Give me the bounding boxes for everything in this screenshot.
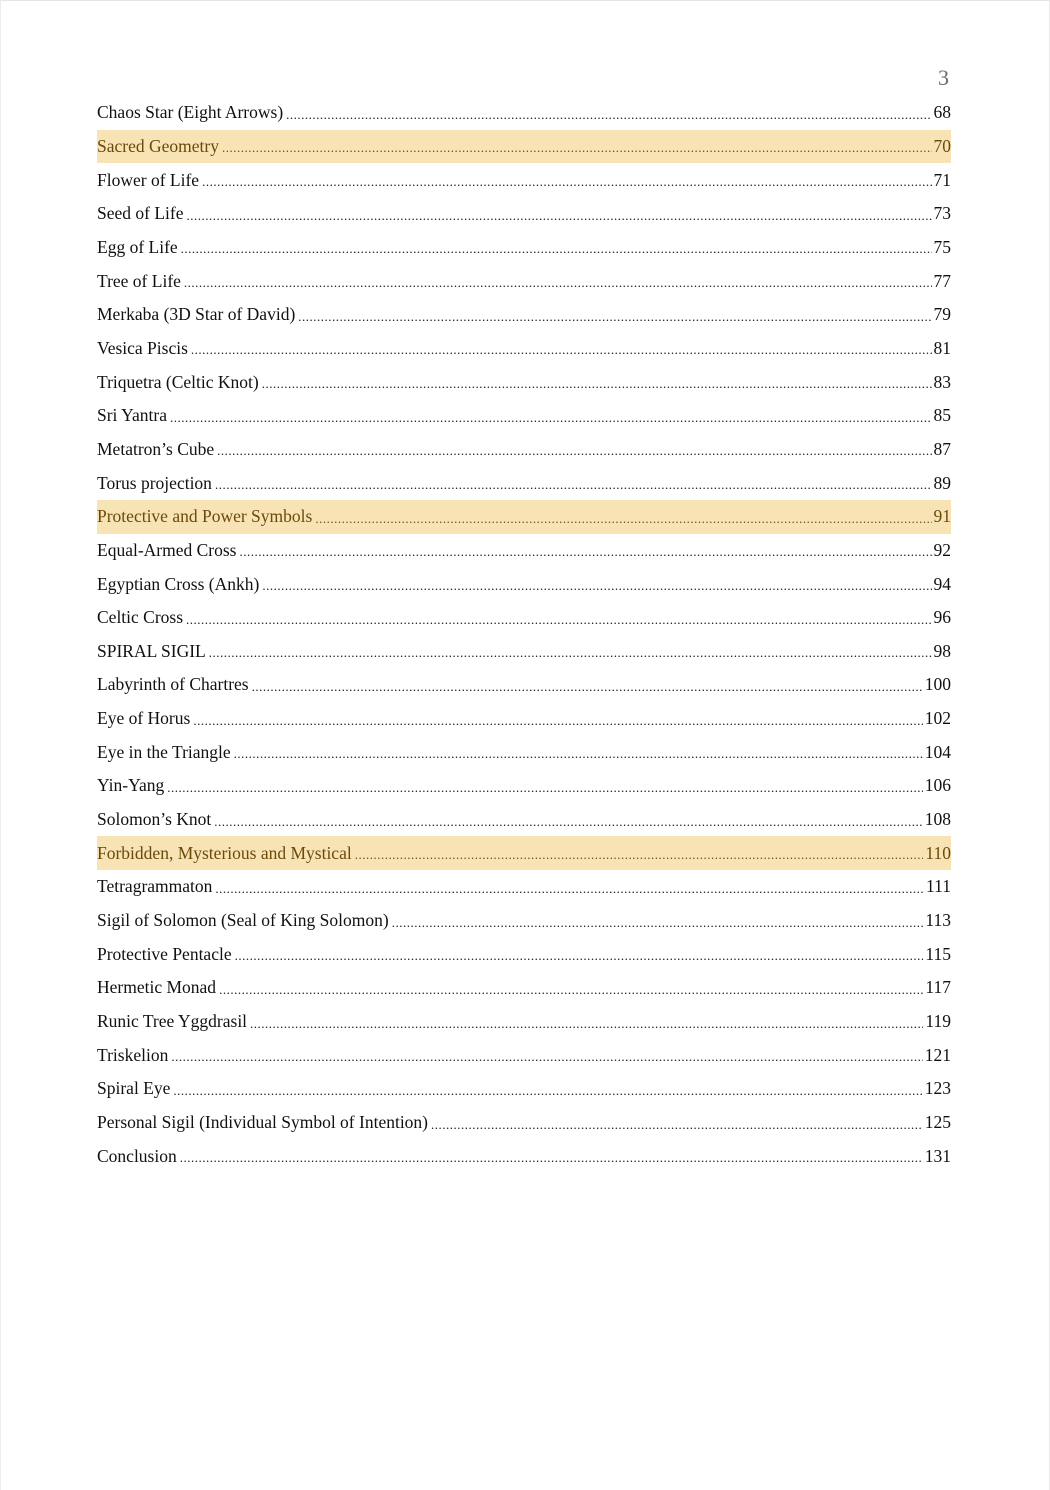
toc-entry[interactable] bbox=[97, 332, 951, 366]
toc-entry-page: 108 bbox=[924, 809, 951, 830]
toc-entry[interactable] bbox=[97, 231, 951, 265]
toc-entry-page: 110 bbox=[925, 842, 951, 863]
toc-entry-page: 123 bbox=[924, 1078, 951, 1099]
toc-entry[interactable] bbox=[97, 601, 951, 635]
toc-entry-title: Seed of Life bbox=[97, 203, 184, 224]
toc-entry-page: 117 bbox=[925, 977, 951, 998]
toc-entry[interactable] bbox=[97, 1139, 951, 1173]
dot-leader bbox=[167, 776, 922, 796]
dot-leader bbox=[180, 1146, 923, 1166]
toc-entry-page: 121 bbox=[924, 1044, 951, 1065]
toc-entry-title: Tree of Life bbox=[97, 270, 181, 291]
toc-entry-page: 94 bbox=[933, 573, 951, 594]
dot-leader bbox=[286, 103, 931, 123]
toc-entry[interactable] bbox=[97, 1038, 951, 1072]
toc-entry-title: Labyrinth of Chartres bbox=[97, 674, 249, 695]
toc-entry-title: Personal Sigil (Individual Symbol of Intention) bbox=[97, 1112, 429, 1133]
dot-leader bbox=[191, 338, 932, 358]
toc-entry-page: 98 bbox=[933, 640, 951, 661]
dot-leader bbox=[262, 574, 931, 594]
dot-leader bbox=[193, 709, 922, 729]
dot-leader bbox=[214, 810, 922, 830]
toc-entry-page: 85 bbox=[933, 405, 951, 426]
toc-entry-title: Tetragrammaton bbox=[97, 876, 213, 897]
dot-leader bbox=[240, 540, 932, 560]
toc-entry-title: Eye of Horus bbox=[97, 708, 191, 729]
toc-entry-page: 77 bbox=[933, 270, 951, 291]
dot-leader bbox=[215, 473, 932, 493]
toc-entry-page: 91 bbox=[933, 506, 951, 527]
toc-entry-page: 89 bbox=[933, 472, 951, 493]
toc-entry-page: 115 bbox=[925, 943, 951, 964]
dot-leader bbox=[222, 136, 932, 156]
toc-entry-title: Triquetra (Celtic Knot) bbox=[97, 371, 259, 392]
toc-entry-title: Conclusion bbox=[97, 1145, 177, 1166]
toc-entry[interactable] bbox=[97, 1005, 951, 1039]
toc-entry-page: 92 bbox=[933, 539, 951, 560]
toc-entry-title: Solomon’s Knot bbox=[97, 809, 212, 830]
toc-entry-page: 104 bbox=[924, 741, 951, 762]
toc-entry-title: Protective Pentacle bbox=[97, 943, 232, 964]
toc-entry-page: 111 bbox=[926, 876, 951, 897]
dot-leader bbox=[431, 1113, 923, 1133]
dot-leader bbox=[187, 204, 932, 224]
toc-entry-title: Merkaba (3D Star of David) bbox=[97, 304, 296, 325]
toc-entry-title: Sri Yantra bbox=[97, 405, 168, 426]
toc-entry-title: Runic Tree Yggdrasil bbox=[97, 1011, 248, 1032]
toc-section-heading[interactable] bbox=[97, 500, 951, 534]
toc-entry[interactable] bbox=[97, 735, 951, 769]
toc-entry-page: 106 bbox=[924, 775, 951, 796]
toc-section-heading[interactable] bbox=[97, 836, 951, 870]
toc-entry-page: 100 bbox=[924, 674, 951, 695]
toc-entry-page: 73 bbox=[933, 203, 951, 224]
toc-entry[interactable] bbox=[97, 534, 951, 568]
dot-leader bbox=[209, 641, 932, 661]
dot-leader bbox=[219, 978, 923, 998]
toc-entry[interactable] bbox=[97, 668, 951, 702]
toc-entry-page: 125 bbox=[924, 1112, 951, 1133]
toc-entry[interactable] bbox=[97, 769, 951, 803]
toc-entry[interactable] bbox=[97, 971, 951, 1005]
toc-entry-title: Metatron’s Cube bbox=[97, 438, 215, 459]
toc-entry-title: Vesica Piscis bbox=[97, 337, 188, 358]
dot-leader bbox=[217, 439, 931, 459]
dot-leader bbox=[235, 944, 924, 964]
dot-leader bbox=[298, 305, 931, 325]
dot-leader bbox=[262, 372, 932, 392]
table-of-contents bbox=[97, 96, 951, 1173]
toc-entry-title: Sigil of Solomon (Seal of King Solomon) bbox=[97, 910, 389, 931]
toc-entry-page: 83 bbox=[933, 371, 951, 392]
dot-leader bbox=[184, 271, 932, 291]
toc-entry-page: 81 bbox=[933, 337, 951, 358]
dot-leader bbox=[173, 1079, 922, 1099]
dot-leader bbox=[181, 237, 932, 257]
toc-entry[interactable] bbox=[97, 365, 951, 399]
dot-leader bbox=[186, 608, 931, 628]
toc-entry-page: 71 bbox=[933, 169, 951, 190]
toc-entry-page: 131 bbox=[924, 1145, 951, 1166]
toc-entry[interactable] bbox=[97, 298, 951, 332]
toc-entry[interactable] bbox=[97, 433, 951, 467]
toc-entry-page: 96 bbox=[933, 607, 951, 628]
toc-entry-title: Flower of Life bbox=[97, 169, 200, 190]
toc-entry[interactable] bbox=[97, 96, 951, 130]
toc-entry[interactable] bbox=[97, 567, 951, 601]
toc-entry[interactable] bbox=[97, 904, 951, 938]
toc-entry-title: Celtic Cross bbox=[97, 607, 184, 628]
toc-entry-page: 102 bbox=[924, 708, 951, 729]
toc-entry[interactable] bbox=[97, 399, 951, 433]
toc-entry-page: 87 bbox=[933, 438, 951, 459]
toc-entry-title: Hermetic Monad bbox=[97, 977, 217, 998]
toc-entry-title: Triskelion bbox=[97, 1044, 169, 1065]
toc-entry[interactable] bbox=[97, 466, 951, 500]
toc-entry-title: Chaos Star (Eight Arrows) bbox=[97, 102, 284, 123]
toc-entry-title: Eye in the Triangle bbox=[97, 741, 231, 762]
toc-entry-page: 79 bbox=[933, 304, 951, 325]
toc-entry-page: 70 bbox=[933, 135, 951, 156]
toc-entry[interactable] bbox=[97, 1106, 951, 1140]
toc-entry-title: Spiral Eye bbox=[97, 1078, 171, 1099]
toc-entry-title: SPIRAL SIGIL bbox=[97, 640, 206, 661]
toc-entry[interactable] bbox=[97, 197, 951, 231]
toc-entry[interactable] bbox=[97, 264, 951, 298]
dot-leader bbox=[250, 1012, 923, 1032]
dot-leader bbox=[234, 742, 923, 762]
toc-entry-page: 113 bbox=[925, 910, 951, 931]
toc-entry-page: 119 bbox=[925, 1011, 951, 1032]
dot-leader bbox=[202, 170, 931, 190]
toc-entry-title: Yin-Yang bbox=[97, 775, 165, 796]
toc-entry-title: Protective and Power Symbols bbox=[97, 506, 313, 527]
dot-leader bbox=[392, 911, 924, 931]
toc-entry-title: Torus projection bbox=[97, 472, 212, 493]
toc-entry[interactable] bbox=[97, 635, 951, 669]
toc-entry-title: Sacred Geometry bbox=[97, 135, 219, 156]
page-number: 3 bbox=[938, 65, 949, 90]
toc-entry-title: Egg of Life bbox=[97, 236, 178, 257]
toc-entry[interactable] bbox=[97, 163, 951, 197]
dot-leader bbox=[215, 877, 924, 897]
toc-entry[interactable] bbox=[97, 1072, 951, 1106]
dot-leader bbox=[315, 507, 931, 527]
toc-entry-title: Forbidden, Mysterious and Mystical bbox=[97, 842, 352, 863]
toc-entry[interactable] bbox=[97, 937, 951, 971]
toc-entry[interactable] bbox=[97, 870, 951, 904]
toc-entry[interactable] bbox=[97, 803, 951, 837]
toc-entry-title: Egyptian Cross (Ankh) bbox=[97, 573, 260, 594]
dot-leader bbox=[252, 675, 923, 695]
toc-entry-page: 75 bbox=[933, 236, 951, 257]
toc-entry[interactable] bbox=[97, 702, 951, 736]
dot-leader bbox=[170, 406, 931, 426]
dot-leader bbox=[171, 1045, 922, 1065]
dot-leader bbox=[355, 843, 924, 863]
toc-section-heading[interactable] bbox=[97, 130, 951, 164]
toc-entry-page: 68 bbox=[933, 102, 951, 123]
toc-entry-title: Equal-Armed Cross bbox=[97, 539, 237, 560]
